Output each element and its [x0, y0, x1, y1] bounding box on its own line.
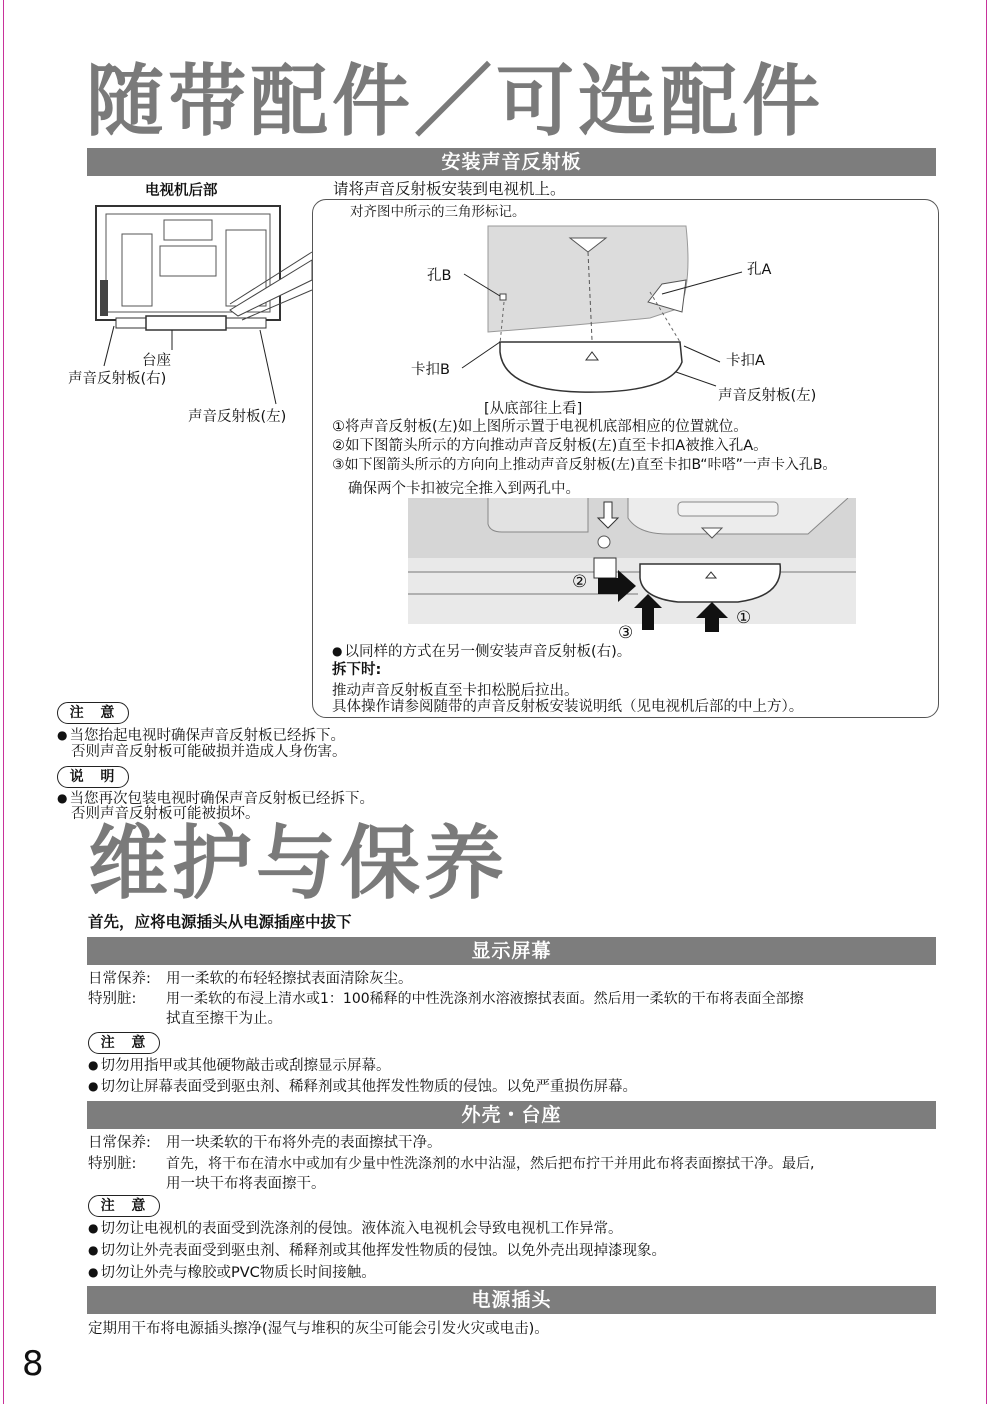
tv-back-label: 电视机后部 [145, 183, 218, 199]
screen-caution-text-1: 切勿用指甲或其他硬物敲击或刮擦显示屏幕。 [100, 1058, 391, 1074]
caution-text-1: 当您抬起电视时确保声音反射板已经拆下。 [69, 728, 345, 744]
bar-install-reflector: 安装声音反射板 [87, 148, 936, 176]
diagram-clip-b: 卡扣B [411, 362, 450, 378]
cabinet-caution-text-3: 切勿让外壳与橡胶或PVC物质长时间接触。 [100, 1265, 376, 1281]
caution-badge: 注 意 [57, 702, 129, 724]
install-photo [408, 498, 856, 643]
ensure-note: 确保两个卡扣被完全推入到两孔中。 [348, 481, 580, 497]
alignment-diagram [400, 222, 820, 402]
screen-daily-label: 日常保养: [88, 971, 151, 987]
page-border-left [3, 0, 4, 1404]
remove-line-2: 具体操作请参阅随带的声音反射板安装说明纸（见电视机后部的中上方）。 [332, 699, 804, 715]
cabinet-dirty-text-1: 首先，将干布在清水中或加有少量中性洗涤剂的水中沾湿，然后把布拧干并用此布将表面擦拭干净。最后, [166, 1156, 815, 1172]
diagram-reflector-left: 声音反射板(左) [718, 388, 817, 404]
unplug-first-note: 首先，应将电源插头从电源插座中拔下 [88, 913, 352, 931]
screen-caution-1: ● 切勿用指甲或其他硬物敲击或刮擦显示屏幕。 [88, 1058, 391, 1074]
diagram-view-note: [从底部往上看] [484, 401, 583, 417]
label-reflector-left: 声音反射板(左) [188, 409, 287, 425]
caution-line-1: ● 当您抬起电视时确保声音反射板已经拆下。 [57, 728, 345, 744]
label-reflector-right: 声音反射板(右) [68, 371, 167, 387]
page-number: 8 [22, 1344, 44, 1384]
remove-title: 拆下时: [332, 662, 382, 678]
cabinet-caution-badge: 注 意 [88, 1195, 160, 1217]
photo-mark-3: ③ [618, 623, 634, 643]
diagram-clip-a: 卡扣A [726, 353, 765, 369]
note-text-1: 当您再次包装电视时确保声音反射板已经拆下。 [69, 791, 374, 807]
label-stand: 台座 [142, 353, 171, 369]
section-title-maintenance: 维护与保养 [88, 817, 508, 910]
other-side-note: ● 以同样的方式在另一侧安装声音反射板(右)。 [332, 644, 632, 660]
screen-dirty-label: 特别脏: [88, 991, 137, 1007]
photo-mark-2: ② [572, 572, 588, 592]
step-2: ②如下图箭头所示的方向推动声音反射板(左)直至卡扣A被推入孔A。 [332, 438, 768, 454]
diagram-hole-b: 孔B [427, 268, 452, 284]
section-title-accessories: 随带配件／可选配件 [86, 57, 825, 147]
cabinet-caution-text-1: 切勿让电视机的表面受到洗涤剂的侵蚀。液体流入电视机会导致电视机工作异常。 [100, 1221, 623, 1237]
cabinet-caution-text-2: 切勿让外壳表面受到驱虫剂、稀释剂或其他挥发性物质的侵蚀。以免外壳出现掉漆现象。 [100, 1243, 666, 1259]
screen-caution-badge: 注 意 [88, 1032, 160, 1054]
cabinet-dirty-text-2: 用一块干布将表面擦干。 [166, 1176, 326, 1192]
photo-mark-1: ① [736, 608, 752, 628]
diagram-hole-a: 孔A [747, 262, 772, 278]
bar-cabinet: 外壳・台座 [87, 1101, 936, 1129]
tv-back-illustration [60, 200, 320, 430]
screen-caution-2: ● 切勿让屏幕表面受到驱虫剂、稀释剂或其他挥发性物质的侵蚀。以免严重损伤屏幕。 [88, 1079, 637, 1095]
step-3: ③如下图箭头所示的方向向上推动声音反射板(左)直至卡扣B“咔嗒”一声卡入孔B。 [332, 457, 837, 473]
other-side-text: 以同样的方式在另一侧安装声音反射板(右)。 [344, 644, 632, 660]
screen-dirty-text-1: 用一柔软的布浸上清水或1：100稀释的中性洗涤剂水溶液擦拭表面。然后用一柔软的干布将表面全部擦 [166, 991, 804, 1007]
screen-caution-text-2: 切勿让屏幕表面受到驱虫剂、稀释剂或其他挥发性物质的侵蚀。以免严重损伤屏幕。 [100, 1079, 637, 1095]
caution-line-2: 否则声音反射板可能破损并造成人身伤害。 [71, 744, 347, 760]
screen-daily-text: 用一柔软的布轻轻擦拭表面清除灰尘。 [166, 971, 413, 987]
cabinet-caution-3: ● 切勿让外壳与橡胶或PVC物质长时间接触。 [88, 1265, 376, 1281]
page-border-right [986, 0, 987, 1404]
cabinet-dirty-label: 特别脏: [88, 1156, 137, 1172]
note-line-2: 否则声音反射板可能被损坏。 [71, 806, 260, 822]
bar-plug: 电源插头 [87, 1286, 936, 1314]
align-note: 对齐图中所示的三角形标记。 [350, 204, 526, 220]
screen-dirty-text-2: 拭直至擦干为止。 [166, 1011, 282, 1027]
cabinet-caution-2: ● 切勿让外壳表面受到驱虫剂、稀释剂或其他挥发性物质的侵蚀。以免外壳出现掉漆现象。 [88, 1243, 666, 1259]
note-badge: 说 明 [57, 766, 129, 788]
step-1: ①将声音反射板(左)如上图所示置于电视机底部相应的位置就位。 [332, 419, 748, 435]
remove-line-1: 推动声音反射板直至卡扣松脱后拉出。 [332, 683, 579, 699]
bar-screen: 显示屏幕 [87, 937, 936, 965]
instruction-main: 请将声音反射板安装到电视机上。 [333, 180, 566, 198]
cabinet-daily-text: 用一块柔软的干布将外壳的表面擦拭干净。 [166, 1135, 442, 1151]
plug-text: 定期用干布将电源插头擦净(湿气与堆积的灰尘可能会引发火灾或电击)。 [88, 1321, 549, 1337]
cabinet-caution-1: ● 切勿让电视机的表面受到洗涤剂的侵蚀。液体流入电视机会导致电视机工作异常。 [88, 1221, 623, 1237]
note-line-1: ● 当您再次包装电视时确保声音反射板已经拆下。 [57, 791, 374, 807]
cabinet-daily-label: 日常保养: [88, 1135, 151, 1151]
